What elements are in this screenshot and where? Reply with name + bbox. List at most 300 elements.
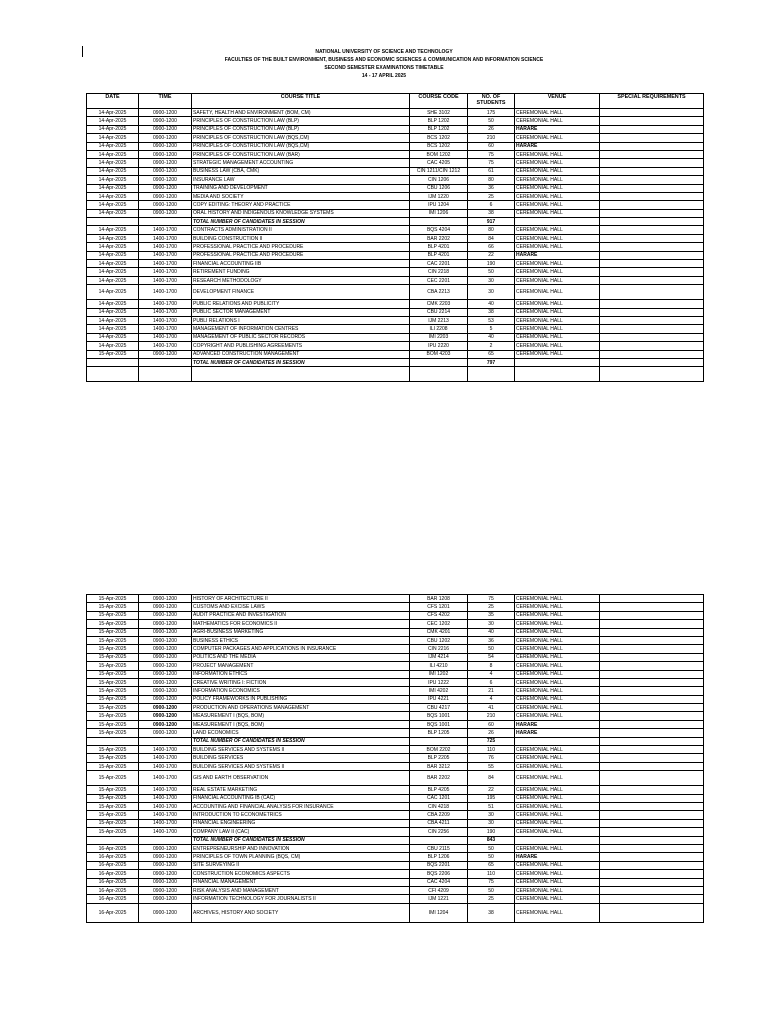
cell-course-title: HISTORY OF ARCHITECTURE II bbox=[192, 595, 410, 603]
cell-venue: CEREMONIAL HALL bbox=[515, 325, 600, 333]
cell-time: 1400-1700 bbox=[139, 754, 192, 762]
cell-date: 14-Apr-2025 bbox=[87, 159, 139, 167]
table-row bbox=[87, 636, 704, 644]
cell-no-of-students: 2 bbox=[468, 342, 515, 350]
cell-time: 1400-1700 bbox=[139, 811, 192, 819]
cell-time: 0900-1200 bbox=[139, 134, 192, 142]
cell-special-requirements bbox=[600, 300, 704, 308]
cell-course-code: CMK 2203 bbox=[410, 300, 468, 308]
cell-venue: HARARE bbox=[515, 729, 600, 737]
cell-time: 1400-1700 bbox=[139, 794, 192, 802]
table-row bbox=[87, 251, 704, 259]
cell-special-requirements bbox=[600, 678, 704, 686]
cell-special-requirements bbox=[600, 226, 704, 234]
cell-course-code: CIN 1206 bbox=[410, 176, 468, 184]
cell-no-of-students: 195 bbox=[468, 794, 515, 802]
cell-course-title: POLICY FRAMEWORKS IN PUBLISHING bbox=[192, 695, 410, 703]
table-row bbox=[87, 653, 704, 661]
table-header-row bbox=[87, 94, 704, 109]
cell-special-requirements bbox=[600, 670, 704, 678]
cell-course-title: PRINCIPLES OF CONSTRUCTION LAW (BQS,CM) bbox=[192, 134, 410, 142]
cell-course-title: ENTREPRENEURSHIP AND INNOVATION bbox=[192, 844, 410, 852]
cell-course-title: PRINCIPLES OF CONSTRUCTION LAW (BLP) bbox=[192, 125, 410, 133]
table-row bbox=[87, 159, 704, 167]
cell-special-requirements bbox=[600, 794, 704, 802]
cell-course-title: ARCHIVES, HISTORY AND SOCIETY bbox=[192, 903, 410, 922]
cell-time: 0900-1200 bbox=[139, 903, 192, 922]
cell-course-title: POLITICS AND THE MEDIA bbox=[192, 653, 410, 661]
cell-course-code: CAC 4204 bbox=[410, 878, 468, 886]
cell-course-title: COMPANY LAW II (CAC) bbox=[192, 828, 410, 836]
table-row bbox=[87, 176, 704, 184]
cell-venue: CEREMONIAL HALL bbox=[515, 201, 600, 209]
cell-course-title: PROJECT MANAGEMENT bbox=[192, 662, 410, 670]
cell-venue: CEREMONIAL HALL bbox=[515, 226, 600, 234]
timetable-table-1 bbox=[86, 93, 704, 382]
cell-special-requirements bbox=[600, 134, 704, 142]
table-row bbox=[87, 853, 704, 861]
cell-date bbox=[87, 358, 139, 366]
cell-special-requirements bbox=[600, 720, 704, 728]
cell-course-title: STRATEGIC MANAGEMENT ACCOUNTING bbox=[192, 159, 410, 167]
cell-venue: CEREMONIAL HALL bbox=[515, 712, 600, 720]
cell-time: 0900-1200 bbox=[139, 687, 192, 695]
cell-venue: CEREMONIAL HALL bbox=[515, 234, 600, 242]
cell-date: 14-Apr-2025 bbox=[87, 184, 139, 192]
cell-special-requirements bbox=[600, 811, 704, 819]
cell-course-title: INSURANCE LAW bbox=[192, 176, 410, 184]
cell-venue: CEREMONIAL HALL bbox=[515, 878, 600, 886]
timetable-table-2 bbox=[86, 594, 704, 923]
cell-course-code: BAR 3212 bbox=[410, 762, 468, 770]
cell-venue: CEREMONIAL HALL bbox=[515, 620, 600, 628]
cell-date: 14-Apr-2025 bbox=[87, 234, 139, 242]
cell-date bbox=[87, 218, 139, 226]
cell-course-code bbox=[410, 218, 468, 226]
cell-course-code: CBU 1202 bbox=[410, 636, 468, 644]
table-row bbox=[87, 125, 704, 133]
table-row bbox=[87, 903, 704, 922]
cell-no-of-students: 25 bbox=[468, 192, 515, 200]
table-row bbox=[87, 192, 704, 200]
cell-course-title: PRINCIPLES OF CONSTRUCTION LAW (BAR) bbox=[192, 150, 410, 158]
cell-venue: CEREMONIAL HALL bbox=[515, 150, 600, 158]
table-row bbox=[87, 802, 704, 810]
cell-date: 15-Apr-2025 bbox=[87, 811, 139, 819]
cell-special-requirements bbox=[600, 771, 704, 786]
table-row bbox=[87, 285, 704, 300]
cell-venue: CEREMONIAL HALL bbox=[515, 342, 600, 350]
cell-time: 1400-1700 bbox=[139, 828, 192, 836]
cell-course-code: CAC 2201 bbox=[410, 260, 468, 268]
cell-no-of-students: 38 bbox=[468, 209, 515, 217]
cell-course-title: TOTAL NUMBER OF CANDIDATES IN SESSION bbox=[192, 836, 410, 844]
cell-course-code: BLP 1202 bbox=[410, 117, 468, 125]
cell-date: 14-Apr-2025 bbox=[87, 308, 139, 316]
session-total-row bbox=[87, 836, 704, 844]
cell-date: 15-Apr-2025 bbox=[87, 695, 139, 703]
cell-time: 0900-1200 bbox=[139, 886, 192, 894]
cell-venue: CEREMONIAL HALL bbox=[515, 316, 600, 324]
cell-venue: CEREMONIAL HALL bbox=[515, 628, 600, 636]
cell-course-code: CFS 1201 bbox=[410, 603, 468, 611]
cell-venue: CEREMONIAL HALL bbox=[515, 903, 600, 922]
cell-venue: CEREMONIAL HALL bbox=[515, 653, 600, 661]
table-row bbox=[87, 645, 704, 653]
cell-course-code: IJM 2213 bbox=[410, 316, 468, 324]
cell-course-code: IMI 2203 bbox=[410, 333, 468, 341]
cell-venue: CEREMONIAL HALL bbox=[515, 762, 600, 770]
cell-date: 15-Apr-2025 bbox=[87, 620, 139, 628]
cell-venue: CEREMONIAL HALL bbox=[515, 159, 600, 167]
cell-no-of-students: 40 bbox=[468, 333, 515, 341]
cell-time: 1400-1700 bbox=[139, 316, 192, 324]
table-row bbox=[87, 662, 704, 670]
table-row bbox=[87, 117, 704, 125]
cell-time: 1400-1700 bbox=[139, 819, 192, 827]
cell-no-of-students: 35 bbox=[468, 611, 515, 619]
cell-course-code: ILI 4210 bbox=[410, 662, 468, 670]
cell-course-code: CBU 2115 bbox=[410, 844, 468, 852]
cell-course-code: BLP 1205 bbox=[410, 729, 468, 737]
cell-course-title: TOTAL NUMBER OF CANDIDATES IN SESSION bbox=[192, 218, 410, 226]
table-row bbox=[87, 620, 704, 628]
cell-date bbox=[87, 836, 139, 844]
cell-course-code: BLP 4201 bbox=[410, 251, 468, 259]
cell-special-requirements bbox=[600, 167, 704, 175]
cell-course-title: TOTAL NUMBER OF CANDIDATES IN SESSION bbox=[192, 358, 410, 366]
cell-date: 15-Apr-2025 bbox=[87, 704, 139, 712]
cell-date: 14-Apr-2025 bbox=[87, 300, 139, 308]
session-total-row bbox=[87, 737, 704, 745]
cell-course-code: CBA 2209 bbox=[410, 811, 468, 819]
cell-special-requirements bbox=[600, 150, 704, 158]
cell-time: 0900-1200 bbox=[139, 670, 192, 678]
cell-special-requirements bbox=[600, 737, 704, 745]
cell-date: 16-Apr-2025 bbox=[87, 878, 139, 886]
cell-special-requirements bbox=[600, 325, 704, 333]
cell-course-title: RETIREMENT FUNDING bbox=[192, 268, 410, 276]
cell-no-of-students: 25 bbox=[468, 603, 515, 611]
header-venue: VENUE bbox=[515, 94, 600, 109]
cell-course-code bbox=[410, 737, 468, 745]
cell-no-of-students: 55 bbox=[468, 762, 515, 770]
cell-time bbox=[139, 218, 192, 226]
cell-venue: CEREMONIAL HALL bbox=[515, 895, 600, 903]
cell-course-code: CFI 4209 bbox=[410, 886, 468, 894]
cell-course-code: IMI 1206 bbox=[410, 209, 468, 217]
cell-time: 1400-1700 bbox=[139, 276, 192, 284]
cell-venue: CEREMONIAL HALL bbox=[515, 134, 600, 142]
cell-date: 14-Apr-2025 bbox=[87, 260, 139, 268]
cell-special-requirements bbox=[600, 209, 704, 217]
cell-special-requirements bbox=[600, 316, 704, 324]
table-row bbox=[87, 325, 704, 333]
cell-venue: CEREMONIAL HALL bbox=[515, 746, 600, 754]
cell-course-code: IJM 1221 bbox=[410, 895, 468, 903]
cell-course-title: BUILDING SERVICES bbox=[192, 754, 410, 762]
cell-course-title: SITE SURVEYING II bbox=[192, 861, 410, 869]
cell-course-code: BQS 4204 bbox=[410, 226, 468, 234]
cell-venue: CEREMONIAL HALL bbox=[515, 176, 600, 184]
cell-special-requirements bbox=[600, 350, 704, 358]
cell-time: 1400-1700 bbox=[139, 342, 192, 350]
table-row bbox=[87, 895, 704, 903]
cell-course-code: CFS 4202 bbox=[410, 611, 468, 619]
cell-course-code: IJM 4214 bbox=[410, 653, 468, 661]
cell-time: 0900-1200 bbox=[139, 167, 192, 175]
cell-special-requirements bbox=[600, 192, 704, 200]
cell-date: 16-Apr-2025 bbox=[87, 903, 139, 922]
cell-venue: CEREMONIAL HALL bbox=[515, 802, 600, 810]
cell-course-code: CBU 2214 bbox=[410, 308, 468, 316]
table-row bbox=[87, 687, 704, 695]
cell-time: 1400-1700 bbox=[139, 268, 192, 276]
cell-no-of-students: 26 bbox=[468, 125, 515, 133]
cell-venue: CEREMONIAL HALL bbox=[515, 662, 600, 670]
cell-date: 14-Apr-2025 bbox=[87, 333, 139, 341]
cell-time: 0900-1200 bbox=[139, 184, 192, 192]
cell-time: 1400-1700 bbox=[139, 251, 192, 259]
cell-date: 14-Apr-2025 bbox=[87, 176, 139, 184]
cell-time: 0900-1200 bbox=[139, 620, 192, 628]
cell-course-title: FINANCIAL ACCOUNTING IB (CAC) bbox=[192, 794, 410, 802]
cell-no-of-students: 41 bbox=[468, 704, 515, 712]
table-row bbox=[87, 886, 704, 894]
cell-date: 15-Apr-2025 bbox=[87, 595, 139, 603]
cell-no-of-students: 65 bbox=[468, 350, 515, 358]
cell-course-code: BLP 2205 bbox=[410, 754, 468, 762]
cell-special-requirements bbox=[600, 620, 704, 628]
cell-course-code: ILI 2208 bbox=[410, 325, 468, 333]
cell-no-of-students: 50 bbox=[468, 268, 515, 276]
cell-time: 0900-1200 bbox=[139, 209, 192, 217]
cell-no-of-students: 190 bbox=[468, 260, 515, 268]
exam-period: 14 - 17 APRIL 2025 bbox=[361, 73, 407, 79]
cell-course-title: LAND ECONOMICS bbox=[192, 729, 410, 737]
cell-course-title bbox=[192, 367, 410, 382]
timetable-title: SECOND SEMESTER EXAMINATIONS TIMETABLE bbox=[324, 65, 444, 71]
table-row bbox=[87, 184, 704, 192]
cell-time bbox=[139, 367, 192, 382]
table-row bbox=[87, 611, 704, 619]
cell-course-code: BLP 4201 bbox=[410, 243, 468, 251]
cell-venue: CEREMONIAL HALL bbox=[515, 595, 600, 603]
cell-date: 16-Apr-2025 bbox=[87, 895, 139, 903]
cell-venue: CEREMONIAL HALL bbox=[515, 861, 600, 869]
cell-course-code: BLP 1206 bbox=[410, 853, 468, 861]
cell-venue: CEREMONIAL HALL bbox=[515, 209, 600, 217]
cell-time: 0900-1200 bbox=[139, 150, 192, 158]
cell-venue: CEREMONIAL HALL bbox=[515, 308, 600, 316]
cell-course-code: CBU 1206 bbox=[410, 184, 468, 192]
cell-no-of-students: 50 bbox=[468, 117, 515, 125]
cell-time: 0900-1200 bbox=[139, 350, 192, 358]
cell-no-of-students: 53 bbox=[468, 316, 515, 324]
cell-venue: CEREMONIAL HALL bbox=[515, 192, 600, 200]
cell-venue: CEREMONIAL HALL bbox=[515, 300, 600, 308]
cell-time: 0900-1200 bbox=[139, 125, 192, 133]
cell-venue: CEREMONIAL HALL bbox=[515, 828, 600, 836]
cell-time: 1400-1700 bbox=[139, 762, 192, 770]
cell-course-code: IPU 4221 bbox=[410, 695, 468, 703]
cell-no-of-students: 36 bbox=[468, 636, 515, 644]
cell-time: 1400-1700 bbox=[139, 260, 192, 268]
cell-time: 0900-1200 bbox=[139, 704, 192, 712]
cell-special-requirements bbox=[600, 687, 704, 695]
cell-date: 14-Apr-2025 bbox=[87, 243, 139, 251]
cell-course-title: GIS AND EARTH OBSERVATION bbox=[192, 771, 410, 786]
cell-date: 15-Apr-2025 bbox=[87, 720, 139, 728]
cell-date: 15-Apr-2025 bbox=[87, 828, 139, 836]
cell-special-requirements bbox=[600, 358, 704, 366]
cell-time: 0900-1200 bbox=[139, 645, 192, 653]
cell-no-of-students: 75 bbox=[468, 150, 515, 158]
cell-course-code: CIN 2256 bbox=[410, 828, 468, 836]
cell-no-of-students: 30 bbox=[468, 285, 515, 300]
table-row bbox=[87, 316, 704, 324]
cell-course-code: BQS 1001 bbox=[410, 720, 468, 728]
table-row bbox=[87, 595, 704, 603]
cell-time: 0900-1200 bbox=[139, 653, 192, 661]
cell-special-requirements bbox=[600, 819, 704, 827]
cell-no-of-students: 84 bbox=[468, 771, 515, 786]
cell-date: 15-Apr-2025 bbox=[87, 786, 139, 794]
cell-date: 14-Apr-2025 bbox=[87, 316, 139, 324]
cell-no-of-students: 38 bbox=[468, 903, 515, 922]
cell-venue bbox=[515, 367, 600, 382]
cell-course-title: FINANCIAL ACCOUNTING IIB bbox=[192, 260, 410, 268]
cell-date: 14-Apr-2025 bbox=[87, 134, 139, 142]
cell-time: 1400-1700 bbox=[139, 243, 192, 251]
table-row bbox=[87, 333, 704, 341]
cell-date: 15-Apr-2025 bbox=[87, 603, 139, 611]
table-row bbox=[87, 226, 704, 234]
cell-course-title: CONSTRUCTION ECONOMICS ASPECTS bbox=[192, 870, 410, 878]
cell-course-title: MANAGEMENT OF INFORMATION CENTRES bbox=[192, 325, 410, 333]
cell-course-title: ADVANCED CONSTRUCTION MANAGEMENT bbox=[192, 350, 410, 358]
cell-course-title: RISK ANALYSIS AND MANAGEMENT bbox=[192, 886, 410, 894]
cell-time: 0900-1200 bbox=[139, 844, 192, 852]
cell-special-requirements bbox=[600, 285, 704, 300]
cell-venue: HARARE bbox=[515, 251, 600, 259]
cell-no-of-students: 30 bbox=[468, 620, 515, 628]
cell-time: 0900-1200 bbox=[139, 870, 192, 878]
table-row bbox=[87, 628, 704, 636]
cell-course-code: BCS 1202 bbox=[410, 134, 468, 142]
cell-course-code: BAR 2202 bbox=[410, 771, 468, 786]
cell-special-requirements bbox=[600, 754, 704, 762]
cell-course-code: BOM 2202 bbox=[410, 746, 468, 754]
cell-no-of-students: 50 bbox=[468, 645, 515, 653]
cell-venue: HARARE bbox=[515, 125, 600, 133]
cell-venue: CEREMONIAL HALL bbox=[515, 794, 600, 802]
cell-date: 14-Apr-2025 bbox=[87, 117, 139, 125]
cell-special-requirements bbox=[600, 729, 704, 737]
cell-special-requirements bbox=[600, 695, 704, 703]
cell-no-of-students: 60 bbox=[468, 720, 515, 728]
cell-time: 1400-1700 bbox=[139, 234, 192, 242]
cell-date: 14-Apr-2025 bbox=[87, 125, 139, 133]
cell-no-of-students: 75 bbox=[468, 595, 515, 603]
cell-course-code: CAC 1201 bbox=[410, 794, 468, 802]
cell-venue: CEREMONIAL HALL bbox=[515, 603, 600, 611]
cell-special-requirements bbox=[600, 268, 704, 276]
cell-venue: CEREMONIAL HALL bbox=[515, 350, 600, 358]
cell-course-code: BLP 1202 bbox=[410, 125, 468, 133]
cell-course-title: CONTRACTS ADMINISTRATION II bbox=[192, 226, 410, 234]
cell-venue: CEREMONIAL HALL bbox=[515, 268, 600, 276]
cell-course-title: PUBLI RELATIONS I bbox=[192, 316, 410, 324]
cell-course-title: PROFESSIONAL PRACTICE AND PROCEDURE bbox=[192, 243, 410, 251]
cell-time: 0900-1200 bbox=[139, 192, 192, 200]
cell-venue: CEREMONIAL HALL bbox=[515, 819, 600, 827]
table-row bbox=[87, 794, 704, 802]
session-total-row bbox=[87, 358, 704, 366]
cell-special-requirements bbox=[600, 870, 704, 878]
cell-course-title: PUBLIC RELATIONS AND PUBLICITY bbox=[192, 300, 410, 308]
cell-special-requirements bbox=[600, 611, 704, 619]
table-row bbox=[87, 754, 704, 762]
cell-date: 14-Apr-2025 bbox=[87, 268, 139, 276]
cell-no-of-students: 210 bbox=[468, 134, 515, 142]
cell-no-of-students: 21 bbox=[468, 687, 515, 695]
cell-special-requirements bbox=[600, 603, 704, 611]
cell-time: 0900-1200 bbox=[139, 695, 192, 703]
table-row bbox=[87, 762, 704, 770]
cell-no-of-students: 30 bbox=[468, 276, 515, 284]
cell-time: 1400-1700 bbox=[139, 300, 192, 308]
cell-no-of-students: 76 bbox=[468, 754, 515, 762]
cell-venue: CEREMONIAL HALL bbox=[515, 771, 600, 786]
cell-course-title: COPY EDITING: THEORY AND PRACTICE bbox=[192, 201, 410, 209]
cell-course-title: MATHEMATICS FOR ECONOMICS II bbox=[192, 620, 410, 628]
cell-no-of-students: 175 bbox=[468, 109, 515, 117]
cell-date: 15-Apr-2025 bbox=[87, 350, 139, 358]
table-row bbox=[87, 746, 704, 754]
cell-special-requirements bbox=[600, 125, 704, 133]
header-time: TIME bbox=[139, 94, 192, 109]
cell-course-title: TRAINING AND DEVELOPMENT bbox=[192, 184, 410, 192]
cell-date: 15-Apr-2025 bbox=[87, 771, 139, 786]
cell-no-of-students: 210 bbox=[468, 712, 515, 720]
cell-special-requirements bbox=[600, 762, 704, 770]
cell-date: 14-Apr-2025 bbox=[87, 251, 139, 259]
cell-special-requirements bbox=[600, 844, 704, 852]
cell-course-title: ACCOUNTING AND FINANCIAL ANALYSIS FOR INSURANCE bbox=[192, 802, 410, 810]
table-row bbox=[87, 367, 704, 382]
cell-date: 14-Apr-2025 bbox=[87, 201, 139, 209]
cell-date: 14-Apr-2025 bbox=[87, 109, 139, 117]
cell-special-requirements bbox=[600, 903, 704, 922]
table-row bbox=[87, 342, 704, 350]
cell-course-title: MANAGEMENT OF PUBLIC SECTOR RECORDS bbox=[192, 333, 410, 341]
cell-venue: HARARE bbox=[515, 853, 600, 861]
cell-venue: CEREMONIAL HALL bbox=[515, 786, 600, 794]
cell-venue bbox=[515, 358, 600, 366]
cell-venue: CEREMONIAL HALL bbox=[515, 678, 600, 686]
cell-course-title: BUSINESS LAW (CBA, CMK) bbox=[192, 167, 410, 175]
cell-course-title: MEASUREMENT I (BQS, BOM) bbox=[192, 712, 410, 720]
cell-special-requirements bbox=[600, 662, 704, 670]
cell-date: 15-Apr-2025 bbox=[87, 636, 139, 644]
cell-no-of-students: 65 bbox=[468, 861, 515, 869]
cell-date: 15-Apr-2025 bbox=[87, 819, 139, 827]
cell-course-title: INFORMATION ETHICS bbox=[192, 670, 410, 678]
cell-date: 15-Apr-2025 bbox=[87, 754, 139, 762]
cell-date bbox=[87, 367, 139, 382]
cell-venue: CEREMONIAL HALL bbox=[515, 704, 600, 712]
